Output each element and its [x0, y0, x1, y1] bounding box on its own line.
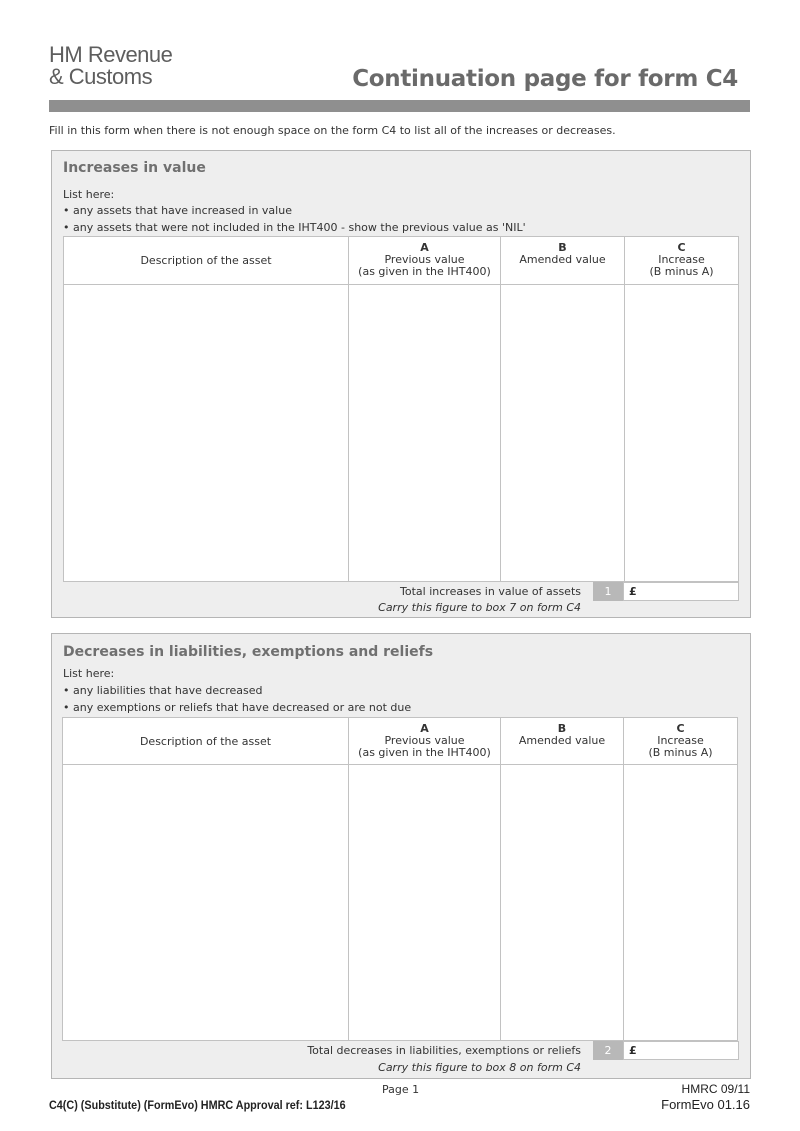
header-column-b: B Amended value — [501, 242, 624, 266]
header-column-a: A Previous value (as given in the IHT400) — [349, 242, 500, 278]
increases-heading: Increases in value — [63, 160, 206, 176]
increases-total-field[interactable] — [623, 582, 739, 601]
decreases-table — [62, 717, 738, 1041]
column-divider — [500, 718, 501, 1040]
title-bar — [49, 100, 750, 112]
currency-symbol: £ — [629, 585, 637, 598]
header-column-b: B Amended value — [501, 723, 623, 747]
intro-text: Fill in this form when there is not enough space on the form C4 to list all of the increases or decreases. — [49, 124, 616, 137]
table-header-divider — [63, 764, 737, 765]
decreases-bullet-2: • any exemptions or reliefs that have decreased or are not due — [63, 701, 412, 714]
header-column-c: C Increase (B minus A) — [625, 242, 738, 278]
increases-bullet-1: • any assets that have increased in value — [63, 204, 292, 217]
increases-total-label: Total increases in value of assets — [400, 585, 581, 598]
decreases-bullet-1: • any liabilities that have decreased — [63, 684, 263, 697]
header-description: Description of the asset — [140, 254, 272, 267]
decreases-total-label: Total decreases in liabilities, exemptions or reliefs — [307, 1044, 581, 1057]
logo-line-2: & Customs — [49, 64, 153, 89]
footer-form-reference: C4(C) (Substitute) (FormEvo) HMRC Approval ref: L123/16 — [49, 1098, 346, 1112]
decreases-carry-note: Carry this figure to box 8 on form C4 — [378, 1061, 581, 1074]
form-title: Continuation page for form C4 — [352, 66, 738, 92]
decreases-heading: Decreases in liabilities, exemptions and reliefs — [63, 644, 434, 660]
footer-hmrc-version: HMRC 09/11 — [681, 1082, 750, 1096]
increases-list-intro: List here: — [63, 188, 115, 201]
column-divider — [348, 718, 349, 1040]
increases-bullet-2: • any assets that were not included in the IHT400 - show the previous value as 'NIL' — [63, 221, 526, 234]
column-a-letter: A — [420, 722, 429, 735]
header-description: Description of the asset — [139, 735, 272, 748]
column-divider — [500, 237, 501, 581]
page-number: Page 1 — [382, 1083, 420, 1096]
column-a-letter: A — [420, 241, 429, 254]
box-number-1: 1 — [593, 582, 623, 601]
currency-symbol: £ — [629, 1044, 637, 1057]
increases-panel — [51, 150, 751, 618]
column-b-letter: B — [557, 722, 567, 735]
header-column-c: C Increase (B minus A) — [624, 723, 737, 759]
box-number-2: 2 — [593, 1041, 623, 1060]
column-divider — [348, 237, 349, 581]
header-column-a: A Previous value (as given in the IHT400) — [349, 723, 500, 759]
footer-formevo-version: FormEvo 01.16 — [661, 1097, 750, 1112]
decreases-list-intro: List here: — [63, 667, 115, 680]
column-divider — [624, 237, 625, 581]
column-c-letter: C — [676, 722, 685, 735]
column-divider — [623, 718, 624, 1040]
column-c-letter: C — [677, 241, 686, 254]
increases-table — [63, 236, 739, 582]
hmrc-logo — [49, 44, 172, 88]
decreases-total-field[interactable] — [623, 1041, 739, 1060]
column-b-letter: B — [558, 241, 567, 254]
logo-line-1: HM Revenue — [49, 42, 173, 67]
decreases-panel — [51, 633, 751, 1079]
table-header-divider — [64, 284, 738, 285]
increases-carry-note: Carry this figure to box 7 on form C4 — [378, 601, 581, 614]
